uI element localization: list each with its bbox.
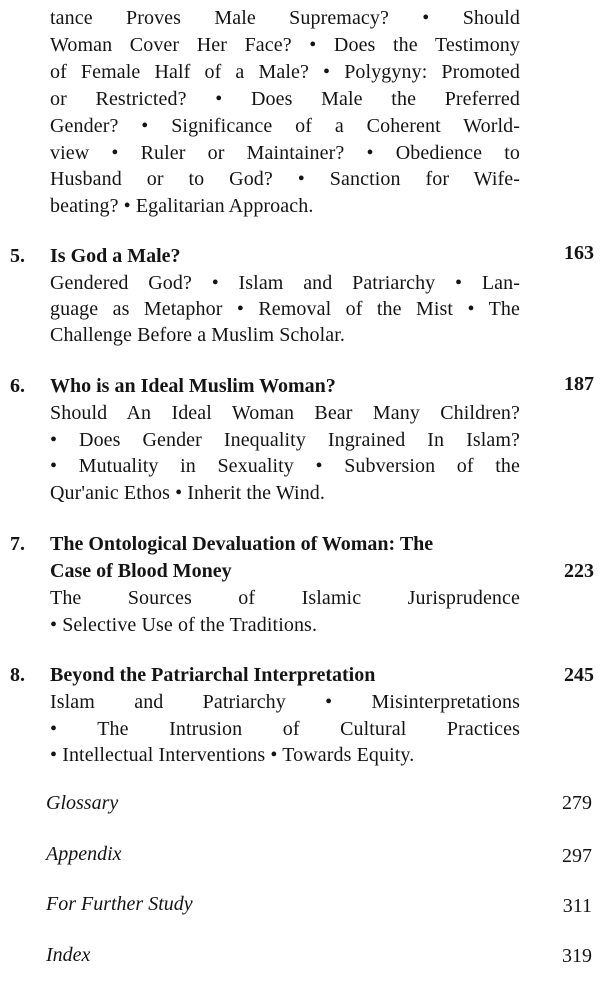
- chapter-title: The Ontological Devaluation of Woman: The: [50, 533, 434, 555]
- continuation-line: Gender? • Significance of a Coherent World-: [50, 115, 520, 137]
- back-matter-title: For Further Study: [46, 893, 193, 915]
- continuation-line: or Restricted? • Does Male the Preferred: [50, 88, 520, 110]
- continuation-line: view • Ruler or Maintainer? • Obedience to: [50, 142, 520, 164]
- chapter-title: Is God a Male?: [50, 245, 181, 267]
- chapter-page-number: 187: [564, 373, 594, 395]
- chapter-summary-line: The Sources of Islamic Jurisprudence: [50, 587, 520, 609]
- chapter-summary-line: • Intellectual Interventions • Towards Equity.: [50, 744, 415, 766]
- chapter-summary-line: • Mutuality in Sexuality • Subversion of the: [50, 455, 520, 477]
- back-matter-page-number: 311: [562, 895, 592, 917]
- continuation-line: of Female Half of a Male? • Polygyny: Promoted: [50, 61, 520, 83]
- continuation-line: tance Proves Male Supremacy? • Should: [50, 7, 520, 29]
- chapter-page-number: 163: [564, 242, 594, 264]
- chapter-summary-line: Should An Ideal Woman Bear Many Children?: [50, 402, 520, 424]
- chapter-number: 7.: [10, 533, 25, 555]
- back-matter-page-number: 319: [562, 945, 592, 967]
- back-matter-title: Appendix: [46, 843, 122, 865]
- back-matter-title: Glossary: [46, 792, 119, 814]
- chapter-summary-line: Islam and Patriarchy • Misinterpretations: [50, 691, 520, 713]
- chapter-summary-line: • Selective Use of the Traditions.: [50, 614, 318, 636]
- chapter-page-number: 245: [564, 664, 594, 686]
- chapter-summary-line: • Does Gender Inequality Ingrained In Islam?: [50, 429, 520, 451]
- back-matter-page-number: 297: [562, 845, 592, 867]
- chapter-summary-line: guage as Metaphor • Removal of the Mist • The: [50, 298, 520, 320]
- continuation-line: beating? • Egalitarian Approach.: [50, 195, 314, 217]
- chapter-summary-line: Gendered God? • Islam and Patriarchy • Lan-: [50, 272, 520, 294]
- chapter-title: Who is an Ideal Muslim Woman?: [50, 375, 336, 397]
- continuation-line: Husband or to God? • Sanction for Wife-: [50, 168, 520, 190]
- chapter-title: Case of Blood Money: [50, 560, 232, 582]
- chapter-number: 6.: [10, 375, 25, 397]
- chapter-title: Beyond the Patriarchal Interpretation: [50, 664, 376, 686]
- chapter-page-number: 223: [564, 560, 594, 582]
- back-matter-title: Index: [46, 944, 91, 966]
- chapter-summary-line: • The Intrusion of Cultural Practices: [50, 718, 520, 740]
- continuation-line: Woman Cover Her Face? • Does the Testimony: [50, 34, 520, 56]
- chapter-summary-line: Challenge Before a Muslim Scholar.: [50, 324, 346, 346]
- chapter-number: 8.: [10, 664, 25, 686]
- back-matter-page-number: 279: [562, 792, 592, 814]
- chapter-number: 5.: [10, 245, 25, 267]
- chapter-summary-line: Qur'anic Ethos • Inherit the Wind.: [50, 482, 325, 504]
